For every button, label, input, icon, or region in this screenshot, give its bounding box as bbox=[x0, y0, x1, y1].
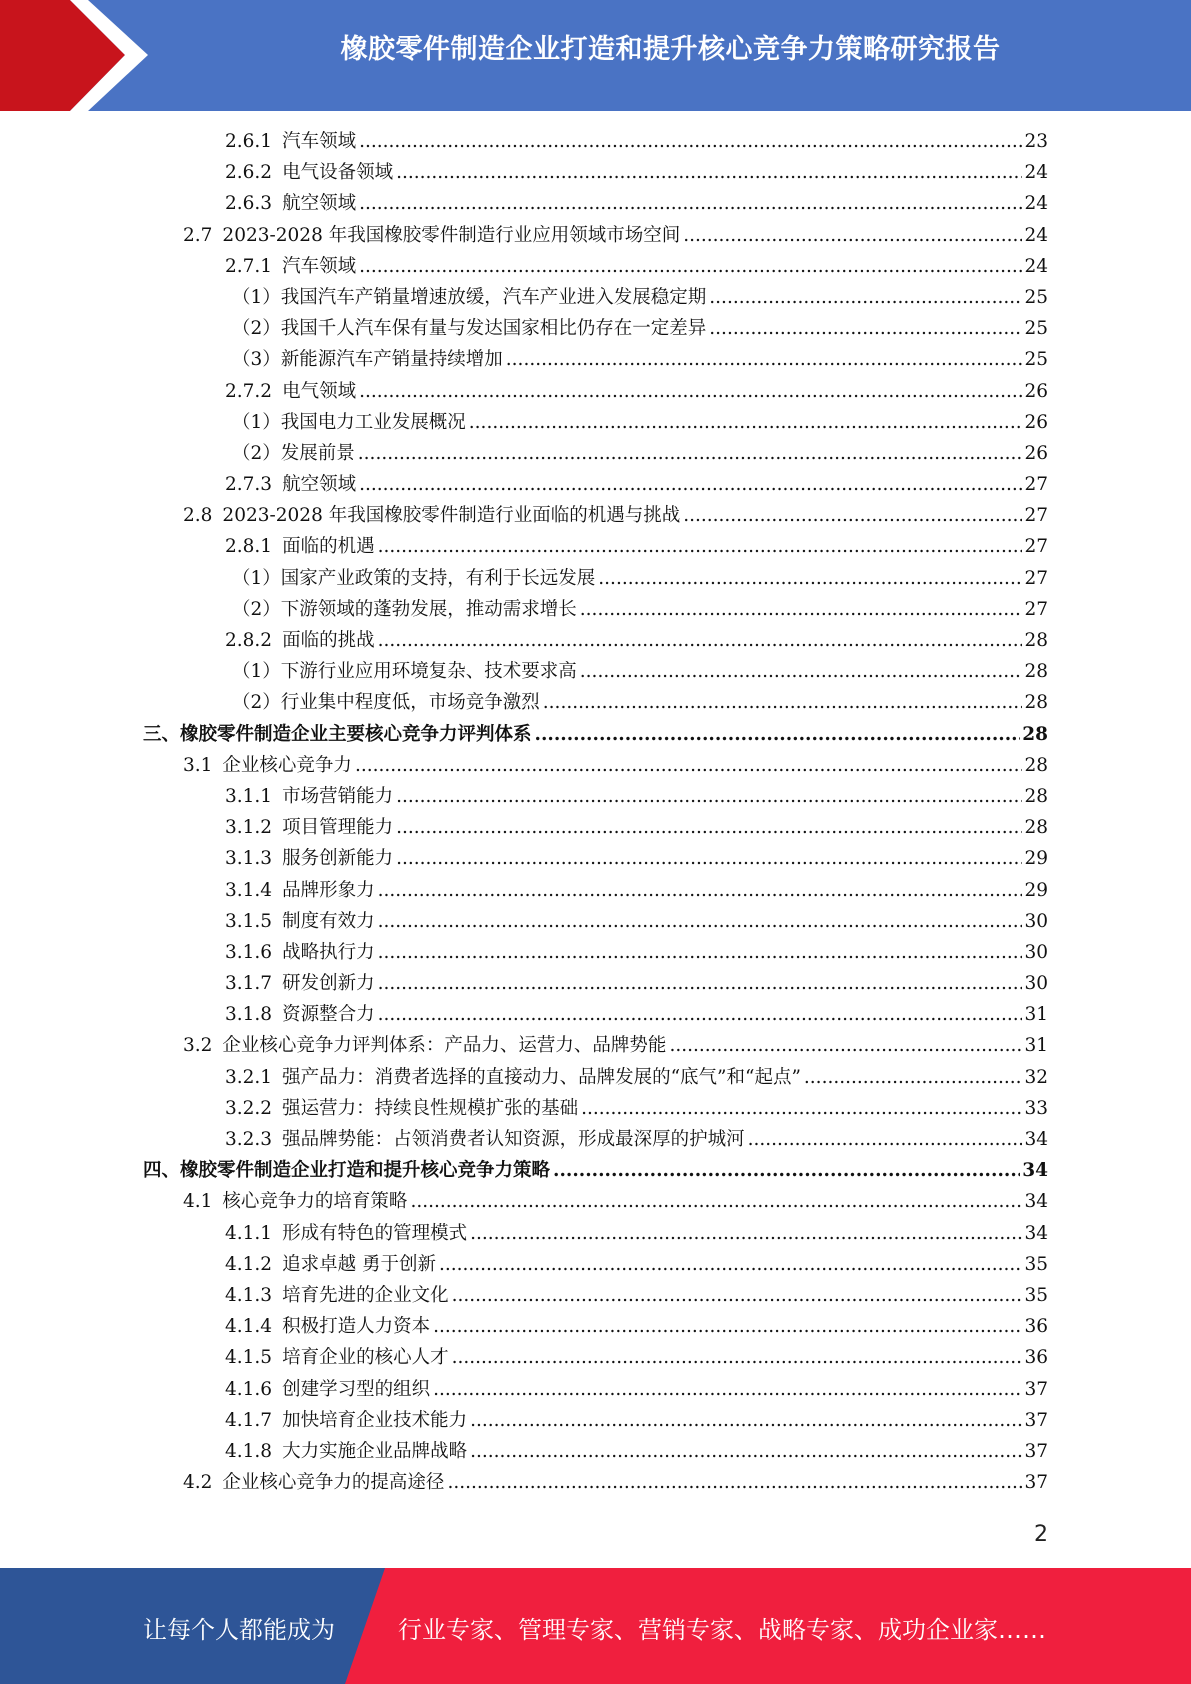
toc-entry-number: 2.7.1 bbox=[225, 255, 273, 277]
toc-entry-page: 28 bbox=[1024, 785, 1048, 807]
toc-entry[interactable] bbox=[0, 687, 1048, 718]
toc-dot-leader bbox=[358, 438, 1023, 469]
toc-entry-title: 培育先进的企业文化 bbox=[282, 1284, 449, 1306]
toc-dot-leader bbox=[709, 282, 1022, 313]
toc-entry-page: 27 bbox=[1024, 474, 1048, 496]
toc-entry-title: 强品牌势能：占领消费者认知资源，形成最深厚的护城河 bbox=[282, 1129, 745, 1150]
toc-entry-page: 24 bbox=[1024, 255, 1048, 277]
toc-entry[interactable] bbox=[0, 1030, 1048, 1061]
toc-entry-page: 24 bbox=[1024, 224, 1048, 246]
toc-dot-leader bbox=[447, 1467, 1022, 1498]
toc-entry[interactable] bbox=[0, 469, 1048, 500]
toc-entry-title: 市场营销能力 bbox=[282, 785, 394, 807]
toc-dot-leader bbox=[452, 1342, 1023, 1373]
toc-dot-leader bbox=[470, 1405, 1022, 1436]
toc-dot-leader bbox=[378, 906, 1023, 937]
toc-dot-leader bbox=[580, 594, 1023, 625]
toc-dot-leader bbox=[669, 1030, 1022, 1061]
toc-entry-title: 新能源汽车产销量持续增加 bbox=[280, 349, 503, 371]
toc-dot-leader bbox=[683, 500, 1022, 531]
toc-entry-title: 航空领域 bbox=[282, 474, 357, 496]
toc-dot-leader bbox=[359, 188, 1022, 219]
toc-entry-title: 培育企业的核心人才 bbox=[282, 1347, 449, 1369]
toc-entry-page: 25 bbox=[1024, 286, 1048, 308]
toc-entry-title: 我国千人汽车保有量与发达国家相比仍存在一定差异 bbox=[280, 318, 707, 340]
page-header bbox=[0, 0, 1191, 111]
toc-entry-title: 下游领域的蓬勃发展，推动需求增长 bbox=[280, 598, 577, 620]
toc-entry-page: 32 bbox=[1024, 1066, 1048, 1088]
toc-entry-title: 橡胶零件制造企业打造和提升核心竞争力策略 bbox=[180, 1160, 551, 1182]
toc-dot-leader bbox=[396, 812, 1022, 843]
toc-entry-page: 25 bbox=[1024, 318, 1048, 340]
toc-entry-title: 汽车领域 bbox=[282, 255, 357, 277]
toc-entry[interactable] bbox=[0, 1311, 1048, 1342]
toc-entry-page: 28 bbox=[1024, 817, 1048, 839]
toc-entry-page: 28 bbox=[1024, 630, 1048, 651]
toc-entry-number: 3.1.7 bbox=[225, 973, 273, 995]
toc-dot-leader bbox=[378, 875, 1023, 906]
toc-entry[interactable] bbox=[0, 1405, 1048, 1436]
toc-entry-title: 品牌形象力 bbox=[282, 879, 375, 901]
toc-entry-title: 追求卓越 勇于创新 bbox=[282, 1253, 436, 1275]
toc-entry-number: 3.1.5 bbox=[225, 910, 273, 932]
toc-entry-number: 3.2.2 bbox=[225, 1097, 273, 1119]
toc-entry-page: 27 bbox=[1024, 598, 1048, 620]
toc-dot-leader bbox=[439, 1249, 1022, 1280]
toc-entry-number: 4.1.5 bbox=[225, 1347, 273, 1369]
toc-entry[interactable] bbox=[0, 843, 1048, 874]
toc-entry[interactable] bbox=[0, 1436, 1048, 1467]
toc-entry-number: 3.1.1 bbox=[225, 785, 273, 807]
toc-entry[interactable] bbox=[0, 1218, 1048, 1249]
toc-entry-title: 企业核心竞争力评判体系：产品力、运营力、品牌势能 bbox=[222, 1035, 667, 1057]
toc-entry[interactable] bbox=[0, 407, 1048, 438]
page-number: 2 bbox=[1034, 1522, 1048, 1547]
toc-entry-title: 研发创新力 bbox=[282, 973, 375, 995]
toc-entry[interactable] bbox=[0, 376, 1048, 407]
toc-entry-number: （2） bbox=[232, 442, 281, 464]
toc-entry-page: 28 bbox=[1022, 723, 1048, 745]
toc-entry-number: 3.1.4 bbox=[225, 879, 273, 901]
toc-entry-title: 电气领域 bbox=[282, 380, 357, 402]
toc-entry[interactable] bbox=[0, 1280, 1048, 1311]
toc-dot-leader bbox=[378, 937, 1023, 968]
toc-entry-number: 4.1.3 bbox=[225, 1284, 273, 1306]
toc-entry-number: 2.6.2 bbox=[225, 162, 273, 184]
toc-entry[interactable] bbox=[0, 812, 1048, 843]
toc-dot-leader bbox=[396, 157, 1022, 188]
toc-entry-title: 服务创新能力 bbox=[282, 848, 394, 870]
toc-entry-page: 28 bbox=[1024, 754, 1048, 776]
toc-entry-number: 2.8.2 bbox=[225, 630, 273, 651]
toc-dot-leader bbox=[359, 469, 1022, 500]
toc-entry[interactable] bbox=[0, 937, 1048, 968]
toc-dot-leader bbox=[355, 750, 1023, 781]
toc-entry-number: 4.2 bbox=[183, 1472, 213, 1494]
toc-entry-number: 3.1.8 bbox=[225, 1004, 273, 1026]
toc-entry-number: 4.1.8 bbox=[225, 1440, 273, 1462]
toc-entry-number: 4.1.4 bbox=[225, 1316, 273, 1338]
toc-entry-number: 3.1.3 bbox=[225, 848, 273, 870]
header-chevron-decoration bbox=[0, 0, 160, 111]
toc-entry-page: 36 bbox=[1024, 1316, 1048, 1338]
toc-entry-title: 项目管理能力 bbox=[282, 817, 394, 839]
toc-entry-title: 电气设备领域 bbox=[282, 162, 394, 184]
toc-dot-leader bbox=[410, 1186, 1022, 1217]
toc-entry[interactable] bbox=[0, 999, 1048, 1030]
toc-dot-leader bbox=[378, 625, 1023, 656]
toc-entry[interactable] bbox=[0, 1155, 1048, 1186]
toc-dot-leader bbox=[683, 220, 1022, 251]
toc-dot-leader bbox=[359, 376, 1022, 407]
toc-entry[interactable] bbox=[0, 968, 1048, 999]
toc-entry[interactable] bbox=[0, 1342, 1048, 1373]
toc-entry-number: （1） bbox=[232, 411, 281, 433]
toc-entry[interactable] bbox=[0, 531, 1048, 562]
toc-entry-page: 30 bbox=[1024, 910, 1048, 932]
toc-entry[interactable] bbox=[0, 1093, 1048, 1124]
toc-entry[interactable] bbox=[0, 500, 1048, 531]
toc-entry-number: 3.1.2 bbox=[225, 817, 273, 839]
toc-entry[interactable] bbox=[0, 1186, 1048, 1217]
toc-entry[interactable] bbox=[0, 282, 1048, 313]
toc-entry-page: 31 bbox=[1024, 1004, 1048, 1026]
toc-entry-page: 25 bbox=[1024, 349, 1048, 371]
toc-dot-leader bbox=[378, 999, 1023, 1030]
toc-entry-number: 四、 bbox=[143, 1160, 181, 1182]
toc-dot-leader bbox=[748, 1124, 1023, 1155]
toc-entry-number: 2.8.1 bbox=[225, 536, 273, 558]
toc-entry-number: （1） bbox=[232, 661, 281, 683]
toc-dot-leader bbox=[543, 687, 1023, 718]
toc-dot-leader bbox=[804, 1062, 1023, 1093]
toc-entry[interactable] bbox=[0, 563, 1048, 594]
page-footer bbox=[0, 1568, 1191, 1684]
toc-entry-number: 4.1.2 bbox=[225, 1253, 273, 1275]
toc-entry-page: 24 bbox=[1024, 162, 1048, 184]
toc-entry-page: 34 bbox=[1024, 1191, 1048, 1213]
toc-entry-title: 行业集中程度低，市场竞争激烈 bbox=[280, 692, 540, 714]
table-of-contents bbox=[0, 126, 1191, 1498]
toc-entry-title: 大力实施企业品牌战略 bbox=[282, 1440, 468, 1462]
toc-dot-leader bbox=[506, 344, 1023, 375]
toc-entry-page: 37 bbox=[1024, 1440, 1048, 1462]
toc-dot-leader bbox=[553, 1155, 1020, 1186]
toc-entry-number: 3.2 bbox=[183, 1035, 213, 1057]
toc-entry[interactable] bbox=[0, 781, 1048, 812]
toc-dot-leader bbox=[378, 968, 1023, 999]
report-title: 橡胶零件制造企业打造和提升核心竞争力策略研究报告 bbox=[340, 34, 1001, 65]
toc-entry[interactable] bbox=[0, 875, 1048, 906]
toc-entry[interactable] bbox=[0, 656, 1048, 687]
toc-entry-title: 制度有效力 bbox=[282, 910, 375, 932]
toc-entry-title: 我国汽车产销量增速放缓，汽车产业进入发展稳定期 bbox=[280, 286, 707, 308]
toc-entry-number: 4.1.7 bbox=[225, 1409, 273, 1431]
toc-entry-number: （1） bbox=[232, 567, 281, 589]
toc-entry-page: 26 bbox=[1024, 380, 1048, 402]
toc-dot-leader bbox=[396, 781, 1022, 812]
toc-entry-number: 3.2.1 bbox=[225, 1066, 273, 1088]
toc-entry-number: 3.2.3 bbox=[225, 1129, 273, 1150]
toc-entry-title: 强运营力：持续良性规模扩张的基础 bbox=[282, 1097, 579, 1119]
toc-entry-number: 2.8 bbox=[183, 505, 213, 527]
toc-entry-number: 4.1 bbox=[183, 1191, 213, 1213]
toc-entry-title: 企业核心竞争力的提高途径 bbox=[222, 1472, 445, 1494]
toc-entry-title: 积极打造人力资本 bbox=[282, 1316, 431, 1338]
toc-entry-page: 31 bbox=[1024, 1035, 1048, 1057]
toc-entry-title: 2023-2028 年我国橡胶零件制造行业应用领域市场空间 bbox=[222, 224, 681, 246]
toc-entry-number: 4.1.6 bbox=[225, 1378, 273, 1400]
toc-entry-number: 2.6.1 bbox=[225, 131, 273, 152]
footer-slogan-left: 让每个人都能成为 bbox=[143, 1616, 335, 1644]
toc-entry-title: 企业核心竞争力 bbox=[222, 754, 352, 776]
toc-entry-number: 3.1 bbox=[183, 754, 213, 776]
toc-entry-page: 35 bbox=[1024, 1253, 1048, 1275]
toc-dot-leader bbox=[580, 656, 1023, 687]
toc-entry-page: 27 bbox=[1024, 505, 1048, 527]
toc-entry-title: 资源整合力 bbox=[282, 1004, 375, 1026]
toc-entry-title: 面临的机遇 bbox=[282, 536, 375, 558]
toc-entry[interactable] bbox=[0, 906, 1048, 937]
toc-entry-page: 35 bbox=[1024, 1284, 1048, 1306]
toc-entry-title: 国家产业政策的支持，有利于长远发展 bbox=[280, 567, 596, 589]
toc-entry-title: 核心竞争力的培育策略 bbox=[222, 1191, 408, 1213]
toc-entry-number: （1） bbox=[232, 286, 281, 308]
toc-dot-leader bbox=[378, 531, 1023, 562]
toc-entry-page: 37 bbox=[1024, 1378, 1048, 1400]
toc-entry-title: 强产品力：消费者选择的直接动力、品牌发展的“底气”和“起点” bbox=[282, 1066, 801, 1088]
toc-entry-title: 发展前景 bbox=[280, 442, 355, 464]
toc-entry[interactable] bbox=[0, 1062, 1048, 1093]
toc-entry-number: （2） bbox=[232, 598, 281, 620]
toc-entry[interactable] bbox=[0, 344, 1048, 375]
toc-entry[interactable] bbox=[0, 625, 1048, 656]
toc-dot-leader bbox=[535, 719, 1021, 750]
toc-dot-leader bbox=[470, 1436, 1022, 1467]
toc-entry-page: 37 bbox=[1024, 1472, 1048, 1494]
toc-entry-page: 36 bbox=[1024, 1347, 1048, 1369]
toc-entry[interactable] bbox=[0, 1124, 1048, 1155]
toc-entry-title: 橡胶零件制造企业主要核心竞争力评判体系 bbox=[180, 723, 532, 745]
toc-dot-leader bbox=[359, 251, 1022, 282]
toc-dot-leader bbox=[359, 126, 1022, 157]
toc-entry-number: （3） bbox=[232, 349, 281, 371]
toc-dot-leader bbox=[469, 407, 1023, 438]
toc-entry[interactable] bbox=[0, 188, 1048, 219]
toc-entry-number: 3.1.6 bbox=[225, 941, 273, 963]
toc-entry-page: 30 bbox=[1024, 941, 1048, 963]
toc-entry-page: 27 bbox=[1024, 567, 1048, 589]
toc-entry-page: 26 bbox=[1024, 411, 1048, 433]
toc-entry-page: 28 bbox=[1024, 692, 1048, 714]
toc-entry-page: 34 bbox=[1024, 1222, 1048, 1244]
toc-entry-title: 2023-2028 年我国橡胶零件制造行业面临的机遇与挑战 bbox=[222, 505, 681, 527]
toc-entry[interactable] bbox=[0, 220, 1048, 251]
toc-dot-leader bbox=[709, 313, 1022, 344]
toc-entry-title: 我国电力工业发展概况 bbox=[280, 411, 466, 433]
toc-entry-number: 4.1.1 bbox=[225, 1222, 273, 1244]
toc-entry-page: 24 bbox=[1024, 193, 1048, 215]
toc-entry-title: 战略执行力 bbox=[282, 941, 375, 963]
toc-entry[interactable] bbox=[0, 313, 1048, 344]
toc-entry-page: 29 bbox=[1024, 848, 1048, 870]
toc-entry-page: 33 bbox=[1024, 1097, 1048, 1119]
toc-entry-number: 三、 bbox=[143, 723, 181, 745]
toc-entry[interactable] bbox=[0, 750, 1048, 781]
toc-entry-page: 27 bbox=[1024, 536, 1048, 558]
toc-entry[interactable] bbox=[0, 157, 1048, 188]
toc-entry-title: 形成有特色的管理模式 bbox=[282, 1222, 468, 1244]
toc-entry-title: 创建学习型的组织 bbox=[282, 1378, 431, 1400]
toc-entry-title: 汽车领域 bbox=[282, 131, 357, 152]
toc-entry-page: 23 bbox=[1024, 131, 1048, 152]
toc-entry-number: （2） bbox=[232, 692, 281, 714]
toc-entry-title: 下游行业应用环境复杂、技术要求高 bbox=[280, 661, 577, 683]
toc-entry-page: 30 bbox=[1024, 973, 1048, 995]
toc-entry-page: 37 bbox=[1024, 1409, 1048, 1431]
toc-entry-page: 28 bbox=[1024, 661, 1048, 683]
toc-entry-page: 34 bbox=[1022, 1160, 1048, 1182]
toc-dot-leader bbox=[581, 1093, 1022, 1124]
toc-entry-number: 2.7 bbox=[183, 224, 213, 246]
toc-entry[interactable] bbox=[0, 1467, 1048, 1498]
toc-entry[interactable] bbox=[0, 438, 1048, 469]
toc-entry[interactable] bbox=[0, 1374, 1048, 1405]
toc-entry-number: 2.6.3 bbox=[225, 193, 273, 215]
footer-slogan-right: 行业专家、管理专家、营销专家、战略专家、成功企业家…… bbox=[398, 1616, 1046, 1644]
toc-dot-leader bbox=[470, 1218, 1022, 1249]
toc-dot-leader bbox=[433, 1374, 1022, 1405]
toc-entry-page: 34 bbox=[1024, 1129, 1048, 1150]
toc-entry[interactable] bbox=[0, 1249, 1048, 1280]
toc-entry[interactable] bbox=[0, 126, 1048, 157]
toc-entry-number: （2） bbox=[232, 318, 281, 340]
toc-dot-leader bbox=[598, 563, 1022, 594]
toc-dot-leader bbox=[433, 1311, 1022, 1342]
toc-entry-number: 2.7.3 bbox=[225, 474, 273, 496]
toc-dot-leader bbox=[452, 1280, 1023, 1311]
toc-entry-number: 2.7.2 bbox=[225, 380, 273, 402]
toc-entry[interactable] bbox=[0, 719, 1048, 750]
toc-dot-leader bbox=[396, 843, 1022, 874]
toc-entry-title: 航空领域 bbox=[282, 193, 357, 215]
toc-entry-page: 26 bbox=[1024, 442, 1048, 464]
toc-entry-title: 加快培育企业技术能力 bbox=[282, 1409, 468, 1431]
toc-entry-page: 29 bbox=[1024, 879, 1048, 901]
toc-entry[interactable] bbox=[0, 251, 1048, 282]
toc-entry[interactable] bbox=[0, 594, 1048, 625]
toc-entry-title: 面临的挑战 bbox=[282, 630, 375, 651]
